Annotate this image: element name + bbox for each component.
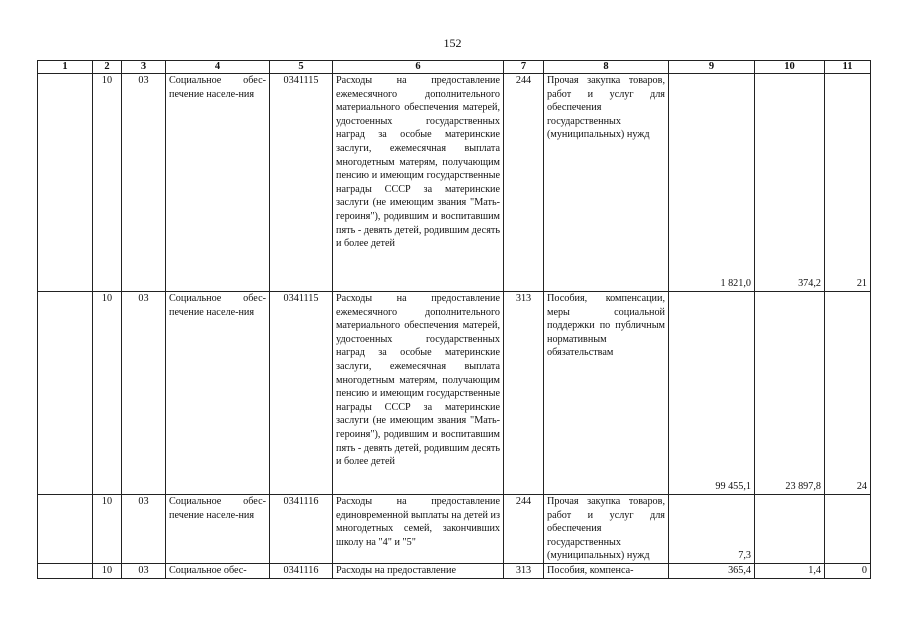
table-row <box>38 495 871 564</box>
cell-expense-type: 313 <box>504 292 544 495</box>
cell-subsection: 03 <box>122 563 166 578</box>
cell-section: 10 <box>93 495 122 564</box>
cell-amount-executed: 374,2 <box>755 74 825 292</box>
table-row <box>38 563 871 578</box>
cell-subsection: 03 <box>122 74 166 292</box>
cell-section: 10 <box>93 292 122 495</box>
col-header-2: 2 <box>93 61 122 74</box>
cell-col1 <box>38 74 93 292</box>
cell-amount-executed <box>755 495 825 564</box>
cell-expense-type: 244 <box>504 74 544 292</box>
col-header-6: 6 <box>333 61 504 74</box>
cell-percent: 0 <box>825 563 871 578</box>
col-header-5: 5 <box>270 61 333 74</box>
cell-percent <box>825 495 871 564</box>
cell-col1 <box>38 292 93 495</box>
cell-subsection: 03 <box>122 495 166 564</box>
cell-section-name: Социальное обес-печение населе-ния <box>166 292 270 495</box>
col-header-10: 10 <box>755 61 825 74</box>
budget-table <box>37 60 871 579</box>
col-header-11: 11 <box>825 61 871 74</box>
column-header-row <box>38 61 871 74</box>
cell-expense-type-name: Прочая закупка товаров, работ и услуг для обеспечения государственных (муниципальных) нужд <box>544 74 669 292</box>
col-header-8: 8 <box>544 61 669 74</box>
cell-col1 <box>38 563 93 578</box>
cell-section: 10 <box>93 563 122 578</box>
cell-amount-executed: 23 897,8 <box>755 292 825 495</box>
cell-description: Расходы на предоставление <box>333 563 504 578</box>
cell-expense-type-name: Пособия, компенсации, меры социальной поддержки по публичным нормативным обязательствам <box>544 292 669 495</box>
col-header-7: 7 <box>504 61 544 74</box>
cell-section-name: Социальное обес-печение населе-ния <box>166 74 270 292</box>
col-header-4: 4 <box>166 61 270 74</box>
col-header-9: 9 <box>669 61 755 74</box>
cell-target-article: 0341115 <box>270 74 333 292</box>
page-number: 152 <box>443 36 462 50</box>
cell-description: Расходы на предоставление ежемесячного дополнительного материального обеспечения матерей, удостоенных государственных наград за особые материнские заслуги, ежемесячная выплата многодетным матерям, получающим пенсию и имеющим государственные награды СССР за материнские заслуги (не имеющим звания "Мать-героиня"), родившим и воспитавшим пять - девять детей, родившим десять и более детей <box>333 74 504 292</box>
cell-section-name: Социальное обес-печение населе-ния <box>166 495 270 564</box>
col-header-3: 3 <box>122 61 166 74</box>
table-row <box>38 74 871 292</box>
cell-subsection: 03 <box>122 292 166 495</box>
cell-amount-planned: 99 455,1 <box>669 292 755 495</box>
cell-target-article: 0341115 <box>270 292 333 495</box>
cell-col1 <box>38 495 93 564</box>
cell-amount-planned: 365,4 <box>669 563 755 578</box>
cell-amount-executed: 1,4 <box>755 563 825 578</box>
cell-amount-planned: 7,3 <box>669 495 755 564</box>
table-row <box>38 292 871 495</box>
cell-expense-type: 313 <box>504 563 544 578</box>
cell-target-article: 0341116 <box>270 495 333 564</box>
cell-section: 10 <box>93 74 122 292</box>
cell-description: Расходы на предоставление ежемесячного дополнительного материального обеспечения матерей, удостоенных государственных наград за особые материнские заслуги, ежемесячная выплата многодетным матерям, получающим пенсию и имеющим государственные награды СССР за материнские заслуги (не имеющим звания "Мать-героиня"), родившим и воспитавшим пять - девять детей, родившим десять и более детей <box>333 292 504 495</box>
cell-amount-planned: 1 821,0 <box>669 74 755 292</box>
cell-description: Расходы на предоставление единовременной выплаты на детей из многодетных семей, закончивших школу на "4" и "5" <box>333 495 504 564</box>
cell-percent: 21 <box>825 74 871 292</box>
cell-expense-type-name: Прочая закупка товаров, работ и услуг для обеспечения государственных (муниципальных) нужд <box>544 495 669 564</box>
cell-expense-type: 244 <box>504 495 544 564</box>
cell-section-name: Социальное обес- <box>166 563 270 578</box>
cell-target-article: 0341116 <box>270 563 333 578</box>
cell-expense-type-name: Пособия, компенса- <box>544 563 669 578</box>
col-header-1: 1 <box>38 61 93 74</box>
cell-percent: 24 <box>825 292 871 495</box>
